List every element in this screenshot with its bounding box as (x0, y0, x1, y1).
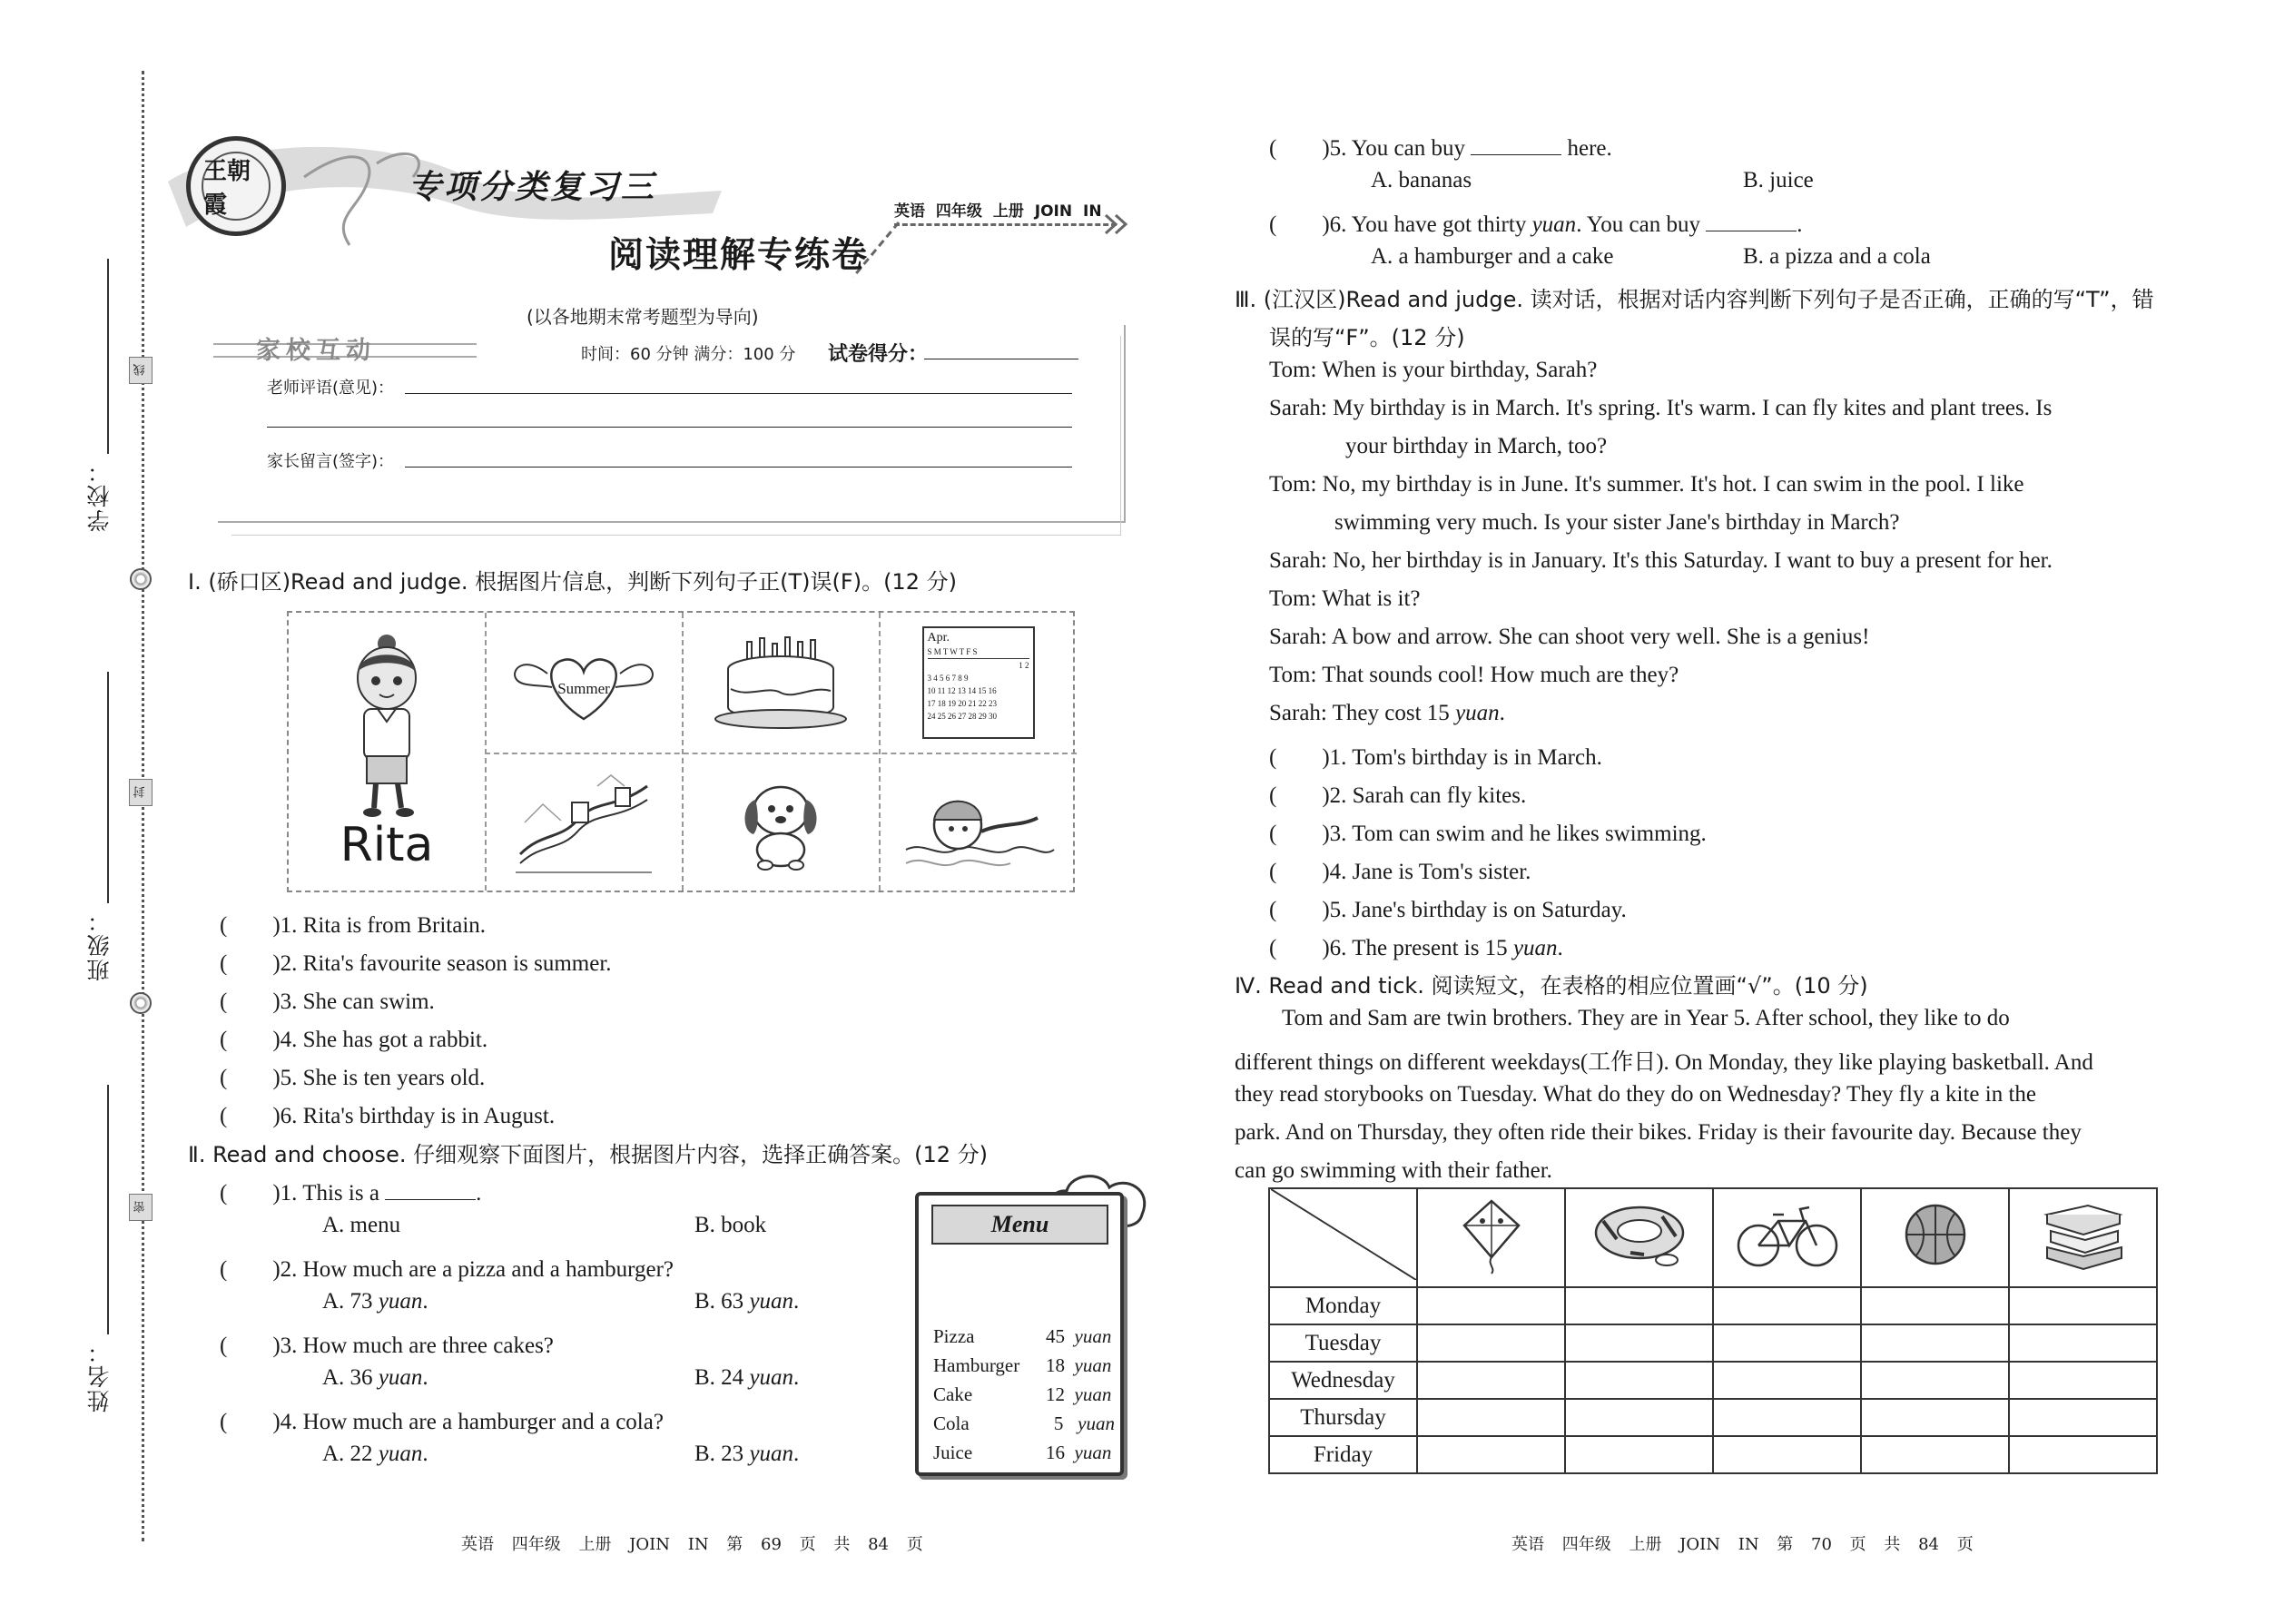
bike-header-cell (1713, 1188, 1861, 1287)
basketball-icon (1899, 1198, 1972, 1271)
tick-cell[interactable] (1565, 1436, 1713, 1473)
day-tuesday: Tuesday (1269, 1324, 1417, 1362)
option-a: A. 36 yuan. (322, 1365, 428, 1390)
tick-cell[interactable] (1713, 1436, 1861, 1473)
seal-mark-bottom: 密 (129, 1194, 153, 1221)
footer-right: 英语 四年级 上册 JOIN IN 第 70 页 共 84 页 (1511, 1535, 1974, 1554)
tick-cell[interactable] (1417, 1399, 1565, 1436)
activity-tick-table (1268, 1187, 2158, 1474)
seal-mark-top: 线 (129, 357, 153, 384)
tick-cell[interactable] (1565, 1399, 1713, 1436)
footer-left: 英语 四年级 上册 JOIN IN 第 69 页 共 84 页 (461, 1535, 923, 1554)
section1-item-4: ( )4. She has got a rabbit. (220, 1028, 488, 1052)
april-calendar (922, 626, 1035, 739)
menu-item-name: Cola (933, 1412, 970, 1434)
menu-item-price: 12 (1046, 1383, 1065, 1405)
section1-item-5: ( )5. She is ten years old. (220, 1066, 486, 1090)
option-value: B. 23 (694, 1442, 744, 1466)
section2-question-5 (1269, 130, 1612, 162)
dialog-line: Tom: When is your birthday, Sarah? (1269, 358, 1598, 382)
girl-figure-icon (332, 631, 441, 822)
answer-blank[interactable] (1471, 137, 1561, 155)
day-monday: Monday (1269, 1287, 1417, 1324)
day-wednesday: Wednesday (1269, 1362, 1417, 1399)
section2-question-5-text: ( )5. You can buy (1269, 136, 1465, 161)
binding-ring-icon (130, 992, 152, 1014)
main-title: 阅读理解专练卷 (608, 234, 870, 276)
answer-blank[interactable] (385, 1182, 476, 1200)
option-a: A. 22 yuan. (322, 1442, 428, 1466)
books-header-cell (2009, 1188, 2157, 1287)
tick-cell[interactable] (1861, 1362, 2009, 1399)
section2-question-5-end: here. (1567, 136, 1612, 161)
tick-cell[interactable] (2009, 1436, 2157, 1473)
section2-question-1: ( )1. This is a . (220, 1181, 482, 1206)
summer-heart-picture (486, 613, 682, 753)
yuan-unit: yuan (1531, 212, 1577, 237)
binding-dotted-line (142, 71, 144, 1541)
table-row (1269, 1436, 2157, 1473)
tick-cell[interactable] (1417, 1362, 1565, 1399)
yuan-unit: yuan (1512, 936, 1558, 960)
dialog-line: Tom: That sounds cool! How much are they? (1269, 663, 1679, 687)
calendar-month: Apr. (927, 631, 950, 645)
table-row (1269, 1362, 2157, 1399)
bicycle-icon (1733, 1198, 1842, 1271)
calendar-row: 10 11 12 13 14 15 16 (927, 686, 997, 695)
school-field[interactable] (107, 259, 109, 454)
option-value: B. 24 (694, 1365, 744, 1390)
calendar-row: 1 2 (1019, 661, 1029, 670)
subject-tags: 英语 四年级 上册 JOIN IN (894, 202, 1102, 221)
rita-picture (289, 613, 485, 891)
menu-item-name: Pizza (933, 1325, 975, 1347)
swim-ring-header-cell (1565, 1188, 1713, 1287)
parent-comment-label: 家长留言(签字)： (267, 452, 395, 471)
dialog-line: Sarah: They cost 15 yuan. (1269, 701, 1505, 725)
menu-item-price: 45 (1046, 1325, 1065, 1347)
basketball-header-cell (1861, 1188, 2009, 1287)
passage-line: they read storybooks on Tuesday. What do they do on Wednesday? They fly a kite in the (1235, 1082, 2037, 1107)
dialog-text: Sarah: They cost 15 (1269, 701, 1450, 725)
section3-item-4: ( )4. Jane is Tom's sister. (1269, 860, 1531, 884)
birthday-cake-picture (683, 613, 879, 753)
special-review-title: 专项分类复习三 (409, 169, 657, 206)
table-row (1269, 1287, 2157, 1324)
storybooks-icon (2038, 1196, 2129, 1274)
section2-question-6: ( )6. You have got thirty yuan. You can buy . (1269, 212, 1803, 237)
score-label: 试卷得分： (828, 343, 929, 366)
great-wall-picture (486, 753, 682, 891)
tick-cell[interactable] (1713, 1399, 1861, 1436)
dialog-line: Sarah: A bow and arrow. She can shoot very well. She is a genius! (1269, 625, 1870, 649)
section3-heading: Ⅲ. (江汉区)Read and judge. 读对话，根据对话内容判断下列句子是否正确，正确的写“T”，错 (1235, 287, 2154, 312)
section1-heading: Ⅰ. (硚口区)Read and judge. 根据图片信息，判断下列句子正(T)误(F)。(12 分) (188, 569, 957, 595)
tick-cell[interactable] (1565, 1287, 1713, 1324)
name-label: 姓名： (86, 1339, 113, 1412)
tick-cell[interactable] (1713, 1287, 1861, 1324)
great-wall-icon (516, 768, 652, 877)
kite-icon (1451, 1194, 1532, 1275)
menu-row-cola (933, 1412, 1115, 1435)
dialog-line: swimming very much. Is your sister Jane's birthday in March? (1334, 510, 1900, 535)
tick-cell[interactable] (1713, 1324, 1861, 1362)
class-label: 班级： (86, 908, 113, 981)
tags-dashed-line (894, 223, 1117, 226)
tick-cell[interactable] (1565, 1362, 1713, 1399)
kite-header-cell (1417, 1188, 1565, 1287)
menu-item-name: Hamburger (933, 1354, 1020, 1376)
passage-line: Tom and Sam are twin brothers. They are in Year 5. After school, they like to do (1282, 1006, 2010, 1030)
option-value: A. 36 (322, 1365, 373, 1390)
diagonal-line (1271, 1189, 1416, 1280)
dialog-line: Tom: What is it? (1269, 586, 1421, 611)
dialog-line: Sarah: My birthday is in March. It's spring. It's warm. I can fly kites and plant trees. Is (1269, 396, 2053, 420)
option-b: B. 23 yuan. (694, 1442, 800, 1466)
tick-cell[interactable] (1417, 1324, 1565, 1362)
section4-heading: Ⅳ. Read and tick. 阅读短文，在表格的相应位置画“√”。(10 分) (1235, 973, 1868, 999)
calendar-row: 3 4 5 6 7 8 9 (927, 674, 969, 683)
section2-question-4: ( )4. How much are a hamburger and a cola? (220, 1410, 664, 1434)
item-text: ( )6. The present is 15 (1269, 936, 1508, 960)
menu-row-pizza (933, 1325, 1115, 1348)
tick-cell[interactable] (2009, 1287, 2157, 1324)
tick-cell[interactable] (1713, 1362, 1861, 1399)
option-value: A. 22 (322, 1442, 373, 1466)
double-chevron-icon (1103, 211, 1130, 238)
table-corner-cell (1269, 1188, 1417, 1287)
menu-row-cake (933, 1383, 1115, 1406)
tick-cell[interactable] (2009, 1399, 2157, 1436)
section1-picture-grid (287, 611, 1075, 892)
section3-item-2: ( )2. Sarah can fly kites. (1269, 783, 1527, 808)
menu-title: Menu (931, 1205, 1108, 1245)
option-a: A. bananas (1371, 168, 1472, 192)
parent-comment-field[interactable] (405, 467, 1072, 468)
section3-item-5: ( )5. Jane's birthday is on Saturday. (1269, 898, 1627, 922)
menu-item-price: 5 (1053, 1412, 1064, 1434)
dialog-line: your birthday in March, too? (1345, 434, 1608, 458)
section2-question-2: ( )2. How much are a pizza and a hamburger? (220, 1257, 674, 1282)
logo-text: 王朝霞 (202, 152, 271, 221)
section2-heading: Ⅱ. Read and choose. 仔细观察下面图片，根据图片内容，选择正确答案。(12 分) (188, 1142, 988, 1167)
binding-ring-icon (130, 568, 152, 590)
menu-item-name: Juice (933, 1442, 973, 1463)
section1-item-2: ( )2. Rita's favourite season is summer. (220, 951, 612, 976)
cake-icon (713, 633, 849, 733)
teacher-comment-field[interactable] (405, 393, 1072, 394)
day-friday: Friday (1269, 1436, 1417, 1473)
seal-mark-mid: 封 (129, 779, 153, 806)
yuan-unit: yuan (749, 1365, 794, 1390)
yuan-unit: yuan (378, 1289, 423, 1314)
calendar-days-header: S M T W T F S (928, 645, 1029, 659)
tick-cell[interactable] (1417, 1436, 1565, 1473)
teacher-comment-field-line2[interactable] (267, 427, 1072, 428)
section3-item-3: ( )3. Tom can swim and he likes swimming. (1269, 822, 1707, 846)
dialog-line: Tom: No, my birthday is in June. It's summer. It's hot. I can swim in the pool. I like (1269, 472, 2024, 497)
menu-row-hamburger (933, 1354, 1115, 1377)
yuan-unit: yuan (1074, 1383, 1112, 1405)
yuan-unit: yuan (1074, 1325, 1112, 1347)
subtitle: (以各地期末常考题型为导向) (527, 306, 759, 328)
table-row (1269, 1399, 2157, 1436)
yuan-unit: yuan (1074, 1442, 1112, 1463)
yuan-unit: yuan (749, 1442, 794, 1466)
section3-heading-cont: 误的写“F”。(12 分) (1269, 325, 1465, 350)
option-b: B. juice (1743, 168, 1814, 192)
tick-cell[interactable] (1565, 1324, 1713, 1362)
option-b: B. 63 yuan. (694, 1289, 800, 1314)
option-b: B. book (694, 1213, 767, 1237)
dog-icon (731, 773, 831, 872)
rita-name-label: Rita (340, 818, 434, 872)
section1-item-1: ( )1. Rita is from Britain. (220, 913, 487, 938)
tick-cell[interactable] (1861, 1436, 2009, 1473)
option-value: B. 63 (694, 1289, 744, 1314)
calendar-row: 24 25 26 27 28 29 30 (927, 712, 997, 721)
tick-cell[interactable] (1861, 1287, 2009, 1324)
yuan-unit: yuan (1078, 1412, 1115, 1434)
section3-item-1: ( )1. Tom's birthday is in March. (1269, 745, 1602, 770)
option-a: A. menu (322, 1213, 401, 1237)
calendar-picture (880, 613, 1077, 753)
option-b: B. a pizza and a cola (1743, 244, 1931, 269)
dialog-line: Sarah: No, her birthday is in January. It's this Saturday. I want to buy a present for her. (1269, 548, 2053, 573)
option-b: B. 24 yuan. (694, 1365, 800, 1390)
answer-blank[interactable] (1706, 213, 1797, 231)
swim-ring-icon (1590, 1198, 1689, 1271)
swimmer-icon (901, 773, 1056, 872)
section2-question-3: ( )3. How much are three cakes? (220, 1334, 554, 1358)
passage-line: park. And on Thursday, they often ride their bikes. Friday is their favourite day. Because they (1235, 1120, 2082, 1145)
puppy-picture (683, 753, 879, 891)
menu-item-name: Cake (933, 1383, 973, 1405)
table-row (1269, 1324, 2157, 1362)
yuan-unit: yuan (1074, 1354, 1112, 1376)
yuan-unit: yuan (378, 1442, 423, 1466)
class-field[interactable] (107, 672, 109, 903)
tick-cell[interactable] (1417, 1287, 1565, 1324)
yuan-unit: yuan (749, 1289, 794, 1314)
school-label: 学校： (86, 458, 113, 532)
time-and-score-info: 时间：60 分钟 满分：100 分 (581, 345, 796, 364)
summer-label: Summer (557, 680, 610, 697)
section2-question-1-text: ( )1. This is a (220, 1181, 379, 1206)
option-a: A. 73 yuan. (322, 1289, 428, 1314)
menu-item-price: 16 (1046, 1442, 1065, 1463)
tick-cell[interactable] (1861, 1399, 2009, 1436)
day-thursday: Thursday (1269, 1399, 1417, 1436)
home-school-title: 家校互动 (256, 337, 376, 365)
section3-item-6: ( )6. The present is 15 yuan. (1269, 936, 1563, 960)
calendar-row: 17 18 19 20 21 22 23 (927, 699, 997, 708)
name-field[interactable] (107, 1085, 109, 1334)
passage-line: can go swimming with their father. (1235, 1158, 1552, 1183)
yuan-unit: yuan (1455, 701, 1500, 725)
menu-board (915, 1192, 1124, 1476)
interaction-box-frame-inner (231, 336, 1121, 536)
section2-question-6-text: ( )6. You have got thirty (1269, 212, 1527, 237)
passage-line: different things on different weekdays(工作日). On Monday, they like playing basketball. And (1235, 1050, 2093, 1075)
menu-row-juice (933, 1442, 1115, 1464)
section1-item-3: ( )3. She can swim. (220, 989, 435, 1014)
menu-item-price: 18 (1046, 1354, 1065, 1376)
yuan-unit: yuan (378, 1365, 423, 1390)
teacher-comment-label: 老师评语(意见)： (267, 379, 395, 398)
tick-cell[interactable] (2009, 1324, 2157, 1362)
option-a: A. a hamburger and a cake (1371, 244, 1614, 269)
option-value: A. 73 (322, 1289, 373, 1314)
section2-question-6-mid: . You can buy (1576, 212, 1701, 237)
tick-cell[interactable] (1861, 1324, 2009, 1362)
swimming-picture (880, 753, 1077, 891)
section1-item-6: ( )6. Rita's birthday is in August. (220, 1104, 556, 1128)
publisher-logo (186, 136, 286, 236)
tick-cell[interactable] (2009, 1362, 2157, 1399)
